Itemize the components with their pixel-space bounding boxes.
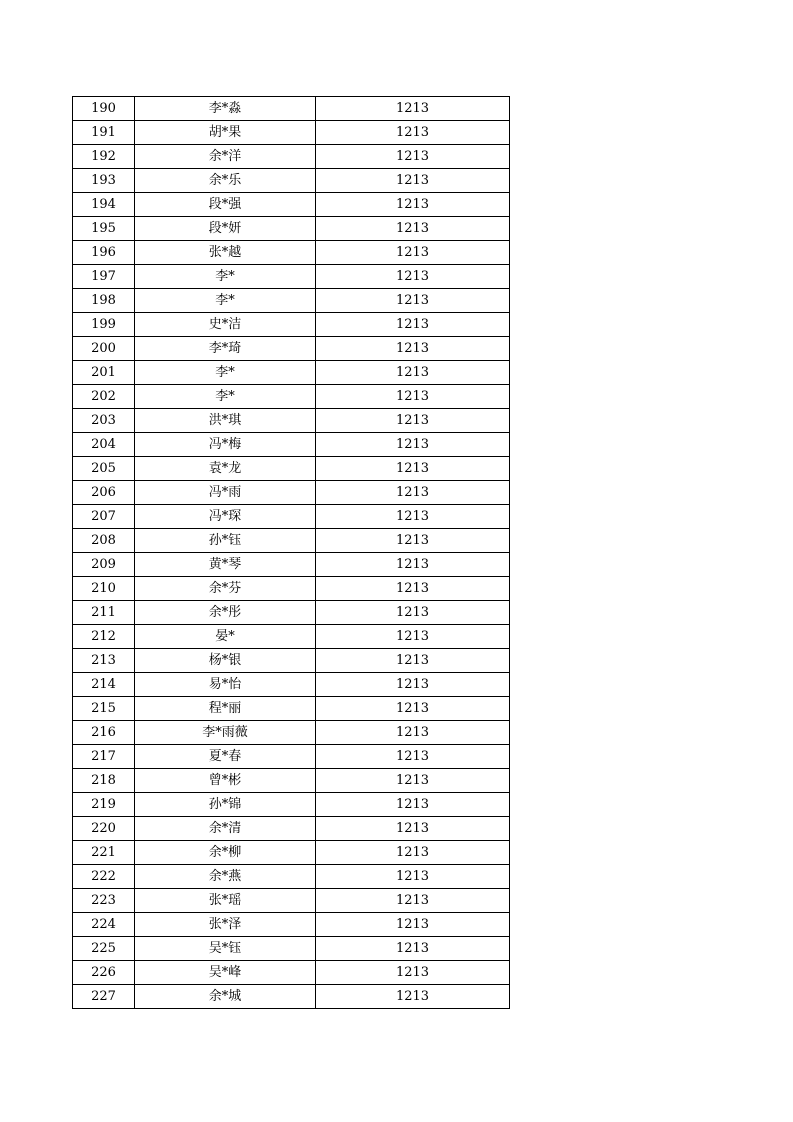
row-number-cell: 207 (73, 505, 135, 529)
row-number-cell: 205 (73, 457, 135, 481)
name-cell: 李* (135, 385, 316, 409)
table-row (73, 817, 510, 841)
table-row (73, 289, 510, 313)
table-row (73, 841, 510, 865)
table-row (73, 145, 510, 169)
value-cell: 1213 (316, 937, 510, 961)
value-cell: 1213 (316, 265, 510, 289)
name-cell: 余*城 (135, 985, 316, 1009)
table-row (73, 385, 510, 409)
name-cell: 张*泽 (135, 913, 316, 937)
name-cell: 袁*龙 (135, 457, 316, 481)
value-cell: 1213 (316, 337, 510, 361)
row-number-cell: 192 (73, 145, 135, 169)
name-cell: 张*瑶 (135, 889, 316, 913)
table-row (73, 913, 510, 937)
name-cell: 孙*钰 (135, 529, 316, 553)
value-cell: 1213 (316, 913, 510, 937)
name-cell: 李*雨薇 (135, 721, 316, 745)
value-cell: 1213 (316, 481, 510, 505)
table-row (73, 505, 510, 529)
value-cell: 1213 (316, 553, 510, 577)
row-number-cell: 227 (73, 985, 135, 1009)
name-cell: 曾*彬 (135, 769, 316, 793)
table-row (73, 409, 510, 433)
row-number-cell: 220 (73, 817, 135, 841)
row-number-cell: 204 (73, 433, 135, 457)
row-number-cell: 200 (73, 337, 135, 361)
table-row (73, 889, 510, 913)
row-number-cell: 201 (73, 361, 135, 385)
name-cell: 洪*琪 (135, 409, 316, 433)
value-cell: 1213 (316, 97, 510, 121)
table-row (73, 697, 510, 721)
table-row (73, 337, 510, 361)
name-cell: 吴*钰 (135, 937, 316, 961)
row-number-cell: 216 (73, 721, 135, 745)
row-number-cell: 198 (73, 289, 135, 313)
name-cell: 李*琦 (135, 337, 316, 361)
table-row (73, 985, 510, 1009)
table-row (73, 193, 510, 217)
row-number-cell: 206 (73, 481, 135, 505)
name-cell: 李*淼 (135, 97, 316, 121)
table-row (73, 457, 510, 481)
row-number-cell: 199 (73, 313, 135, 337)
name-cell: 张*越 (135, 241, 316, 265)
table-row (73, 937, 510, 961)
name-cell: 余*柳 (135, 841, 316, 865)
value-cell: 1213 (316, 721, 510, 745)
row-number-cell: 191 (73, 121, 135, 145)
value-cell: 1213 (316, 433, 510, 457)
name-cell: 余*清 (135, 817, 316, 841)
name-cell: 段*强 (135, 193, 316, 217)
table-row (73, 313, 510, 337)
row-number-cell: 196 (73, 241, 135, 265)
name-cell: 杨*银 (135, 649, 316, 673)
table-row (73, 169, 510, 193)
row-number-cell: 218 (73, 769, 135, 793)
value-cell: 1213 (316, 289, 510, 313)
table-row (73, 865, 510, 889)
name-cell: 余*乐 (135, 169, 316, 193)
table-row (73, 961, 510, 985)
name-cell: 史*洁 (135, 313, 316, 337)
row-number-cell: 214 (73, 673, 135, 697)
row-number-cell: 222 (73, 865, 135, 889)
name-cell: 程*丽 (135, 697, 316, 721)
row-number-cell: 223 (73, 889, 135, 913)
row-number-cell: 226 (73, 961, 135, 985)
name-cell: 晏* (135, 625, 316, 649)
name-cell: 余*彤 (135, 601, 316, 625)
row-number-cell: 213 (73, 649, 135, 673)
name-cell: 吴*峰 (135, 961, 316, 985)
value-cell: 1213 (316, 361, 510, 385)
value-cell: 1213 (316, 601, 510, 625)
value-cell: 1213 (316, 889, 510, 913)
table-row (73, 553, 510, 577)
table-row (73, 529, 510, 553)
table-row (73, 745, 510, 769)
table-row (73, 361, 510, 385)
value-cell: 1213 (316, 673, 510, 697)
value-cell: 1213 (316, 577, 510, 601)
table-row (73, 601, 510, 625)
value-cell: 1213 (316, 217, 510, 241)
table-row (73, 625, 510, 649)
name-cell: 李* (135, 289, 316, 313)
table-row (73, 721, 510, 745)
name-cell: 黄*琴 (135, 553, 316, 577)
name-cell: 段*妍 (135, 217, 316, 241)
row-number-cell: 194 (73, 193, 135, 217)
value-cell: 1213 (316, 985, 510, 1009)
table-row (73, 481, 510, 505)
table-row (73, 97, 510, 121)
value-cell: 1213 (316, 697, 510, 721)
row-number-cell: 208 (73, 529, 135, 553)
table-row (73, 433, 510, 457)
value-cell: 1213 (316, 145, 510, 169)
value-cell: 1213 (316, 841, 510, 865)
value-cell: 1213 (316, 625, 510, 649)
name-cell: 余*洋 (135, 145, 316, 169)
row-number-cell: 211 (73, 601, 135, 625)
name-cell: 余*芬 (135, 577, 316, 601)
name-cell: 夏*春 (135, 745, 316, 769)
name-cell: 冯*雨 (135, 481, 316, 505)
value-cell: 1213 (316, 769, 510, 793)
row-number-cell: 197 (73, 265, 135, 289)
row-number-cell: 190 (73, 97, 135, 121)
value-cell: 1213 (316, 961, 510, 985)
table-row (73, 217, 510, 241)
table-row (73, 793, 510, 817)
table-body (73, 97, 510, 1009)
data-table (72, 96, 510, 1009)
table-row (73, 673, 510, 697)
table-row (73, 649, 510, 673)
table-row (73, 265, 510, 289)
name-cell: 冯*梅 (135, 433, 316, 457)
value-cell: 1213 (316, 817, 510, 841)
value-cell: 1213 (316, 457, 510, 481)
value-cell: 1213 (316, 865, 510, 889)
name-cell: 冯*琛 (135, 505, 316, 529)
row-number-cell: 195 (73, 217, 135, 241)
row-number-cell: 224 (73, 913, 135, 937)
value-cell: 1213 (316, 529, 510, 553)
row-number-cell: 209 (73, 553, 135, 577)
value-cell: 1213 (316, 649, 510, 673)
row-number-cell: 221 (73, 841, 135, 865)
value-cell: 1213 (316, 505, 510, 529)
table-row (73, 769, 510, 793)
row-number-cell: 202 (73, 385, 135, 409)
value-cell: 1213 (316, 241, 510, 265)
row-number-cell: 225 (73, 937, 135, 961)
value-cell: 1213 (316, 745, 510, 769)
name-cell: 胡*果 (135, 121, 316, 145)
row-number-cell: 212 (73, 625, 135, 649)
row-number-cell: 193 (73, 169, 135, 193)
name-cell: 余*燕 (135, 865, 316, 889)
name-cell: 孙*锦 (135, 793, 316, 817)
row-number-cell: 215 (73, 697, 135, 721)
value-cell: 1213 (316, 169, 510, 193)
name-cell: 易*怡 (135, 673, 316, 697)
name-cell: 李* (135, 265, 316, 289)
table-row (73, 241, 510, 265)
table-row (73, 577, 510, 601)
value-cell: 1213 (316, 409, 510, 433)
value-cell: 1213 (316, 313, 510, 337)
value-cell: 1213 (316, 385, 510, 409)
row-number-cell: 219 (73, 793, 135, 817)
value-cell: 1213 (316, 121, 510, 145)
row-number-cell: 203 (73, 409, 135, 433)
value-cell: 1213 (316, 793, 510, 817)
row-number-cell: 217 (73, 745, 135, 769)
table-row (73, 121, 510, 145)
name-cell: 李* (135, 361, 316, 385)
row-number-cell: 210 (73, 577, 135, 601)
value-cell: 1213 (316, 193, 510, 217)
